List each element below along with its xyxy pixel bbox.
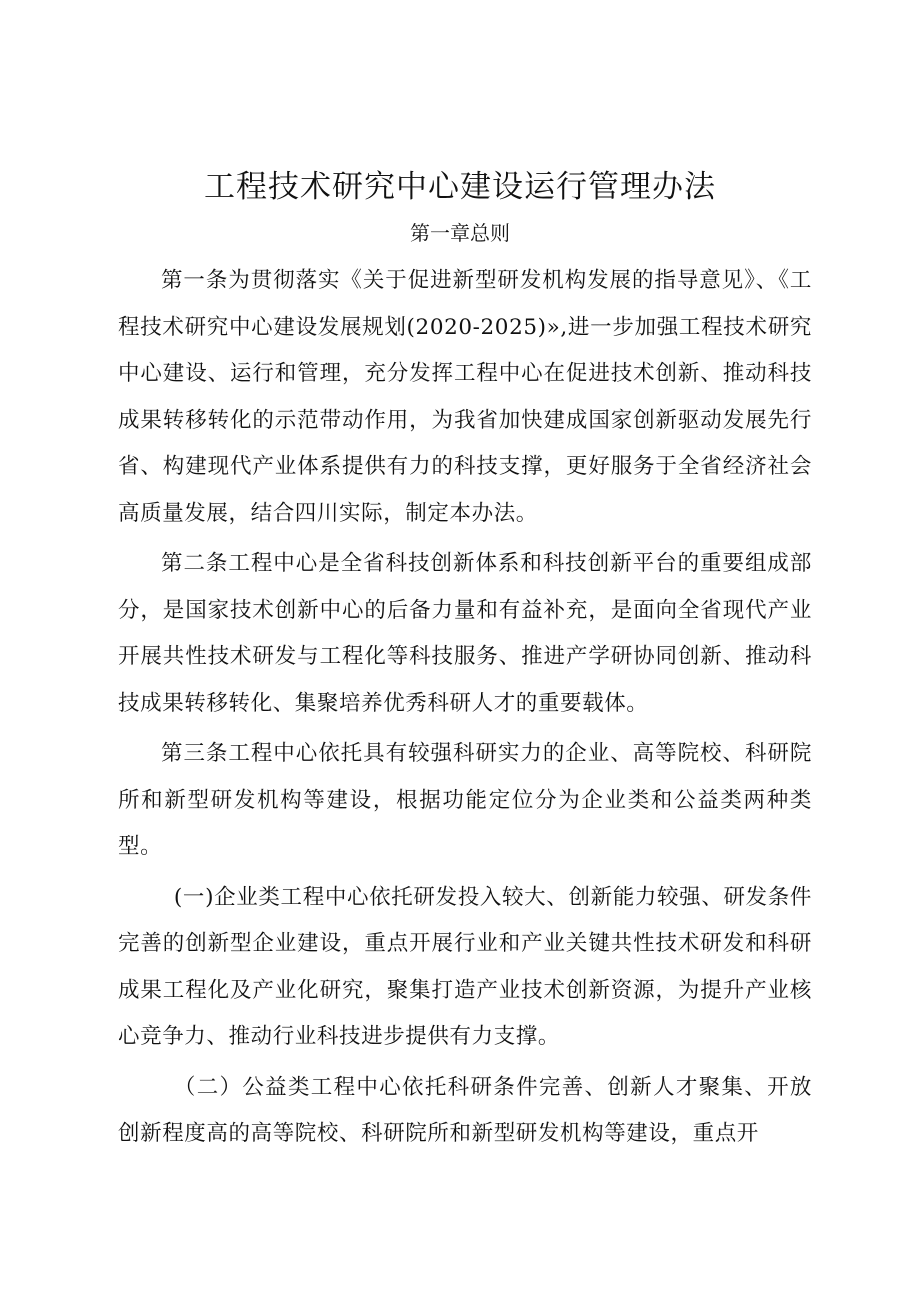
article-3-item-1-paragraph: (一)企业类工程中心依托研发投入较大、创新能力较强、研发条件完善的创新型企业建设，重点开展行业和产业关键共性技术研发和科研成果工程化及产业化研究，聚集打造产业技术创新资源，为提升产业核心竞争力、推动行业科技进步提供有力支撑。 [118, 884, 812, 1049]
article-3-paragraph: 第三条工程中心依托具有较强科研实力的企业、高等院校、科研院所和新型研发机构等建设，根据功能定位分为企业类和公益类两种类型。 [118, 741, 812, 859]
article-3-item-2-paragraph: （二）公益类工程中心依托科研条件完善、创新人才聚集、开放创新程度高的高等院校、科研院所和新型研发机构等建设，重点开 [118, 1074, 812, 1146]
article-1-paragraph: 第一条为贯彻落实《关于促进新型研发机构发展的指导意见》、《工程技术研究中心建设发展规划(2020-2025)»,进一步加强工程技术研究中心建设、运行和管理，充分发挥工程中心在促进技术创新、推动科技成果转移转化的示范带动作用，为我省加快建成国家创新驱动发展先行省、构建现代产业体系提供有力的科技支撑，更好服务于全省经济社会高质量发展，结合四川实际，制定本办法。 [118, 268, 812, 526]
document-body [118, 258, 812, 1162]
article-2-paragraph: 第二条工程中心是全省科技创新体系和科技创新平台的重要组成部分，是国家技术创新中心的后备力量和有益补充，是面向全省现代产业开展共性技术研发与工程化等科技服务、推进产学研协同创新、推动科技成果转移转化、集聚培养优秀科研人才的重要载体。 [118, 551, 812, 716]
chapter-heading: 第一章总则 [410, 221, 510, 245]
document-title: 工程技术研究中心建设运行管理办法 [204, 169, 716, 205]
